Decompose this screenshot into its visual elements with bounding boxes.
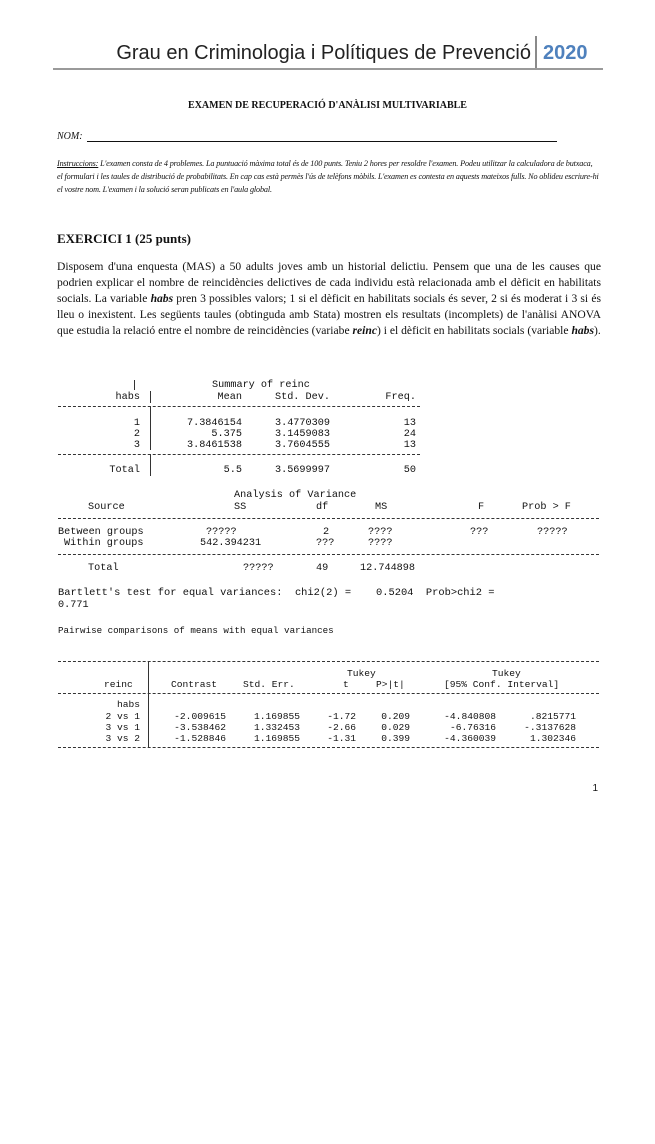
anova-between-p: ????? [537, 527, 568, 538]
anova-within-ms: ???? [368, 538, 393, 549]
summary-row-sd: 3.7604555 [274, 440, 330, 451]
pairwise-row-t: -1.31 [327, 733, 356, 744]
pairwise-row-t: -2.66 [327, 722, 356, 733]
anova-col-df: df [316, 502, 329, 513]
pairwise-title: Pairwise comparisons of means with equal variances [58, 625, 334, 636]
pairwise-col-ci: [95% Conf. Interval] [444, 679, 560, 690]
instructions-text: L'examen consta de 4 problemes. La puntuació màxima total és de 100 punts. Teniu 2 hores per resoldre l'examen. Podeu utilitzar la calculadora de butxaca, el formulari i les taules de distribució de probabilitats. En cap cas està permès l'ús de telèfons mòbils. L'examen es contesta en aquests mateixos fulls. No oblideu escriure-hi el vostre nom. L'examen i la solució seran publicats en l'aula global. [57, 159, 599, 194]
bartlett-line2: 0.771 [58, 600, 89, 611]
exercise-paragraph: Disposem d'una enquesta (MAS) a 50 adults joves amb un historial delictiu. Pensem que una de les causes que podrien explicar el nombre de reincidències delictives de cada individu està relacionada amb el dèficit en habilitats socials. La variable habs pren 3 possibles valors; 1 si el dèficit en habilitats socials és sever, 2 si és moderat i 3 si és lleu o inexistent. Les següents taules (obtinguda amb Stata) mostren els resultats (incomplets) de l'anàlisi ANOVA que estudia la relació entre el nombre de reincidències (variabe reinc) i el dèficit en habilitats socials (variable habs). [57, 260, 601, 337]
summary-total-freq: 50 [403, 465, 416, 476]
anova-col-f: F [478, 502, 485, 513]
anova-total-ms: 12.744898 [360, 563, 416, 574]
summary-title: Summary of reinc [212, 380, 310, 391]
anova-within-label: Within groups [64, 538, 144, 549]
pairwise-col-contrast: Contrast [171, 679, 218, 690]
pairwise-row-hi: .8215771 [529, 711, 576, 722]
bartlett-line1: Bartlett's test for equal variances: chi2(2) = 0.5204 Prob>chi2 = [58, 587, 495, 599]
pairwise-col-var: reinc [104, 679, 133, 690]
name-label: NOM: [57, 131, 83, 142]
pairwise-row-lo: -6.76316 [449, 722, 496, 733]
summary-row-group: 3 [133, 440, 140, 451]
pairwise-row-t: -1.72 [327, 711, 356, 722]
summary-row-mean: 7.3846154 [186, 418, 242, 429]
var-reinc: reinc [352, 324, 377, 337]
pairwise-row-label: 3 vs 2 [105, 733, 140, 744]
pairwise-row-label: 3 vs 1 [105, 722, 140, 733]
pairwise-row-se: 1.169855 [253, 733, 300, 744]
pairwise-row-lo: -4.360039 [444, 733, 496, 744]
pairwise-col-t: t [343, 679, 349, 690]
page-number: 1 [592, 783, 598, 794]
pairwise-row-p: 0.029 [381, 722, 410, 733]
instructions-label: Instruccions: [57, 159, 99, 168]
pairwise-row-lo: -4.840808 [444, 711, 496, 722]
pairwise-row-contrast: -1.528846 [174, 733, 226, 744]
summary-row-freq: 13 [403, 418, 416, 429]
var-habs-2: habs [571, 324, 594, 337]
summary-row-mean: 3.8461538 [186, 440, 242, 451]
anova-within-df: ??? [316, 538, 335, 549]
summary-row-sd: 3.1459083 [274, 429, 330, 440]
pairwise-tukey-ci: Tukey [492, 668, 521, 679]
pairwise-row-p: 0.399 [381, 733, 410, 744]
name-line [87, 141, 557, 142]
instructions [57, 158, 600, 196]
pairwise-row-se: 1.332453 [253, 722, 300, 733]
anova-between-df: 2 [323, 527, 330, 538]
summary-col-habs: habs [115, 392, 140, 403]
pairwise-tukey-t: Tukey [347, 668, 376, 679]
summary-row-freq: 13 [403, 440, 416, 451]
summary-total-mean: 5.5 [223, 465, 242, 476]
header-year: 2020 [543, 42, 588, 64]
exam-title: EXAMEN DE RECUPERACIÓ D'ANÀLISI MULTIVARIABLE [188, 100, 467, 111]
pairwise-row-p: 0.209 [381, 711, 410, 722]
exercise-title: EXERCICI 1 (25 punts) [57, 231, 191, 246]
anova-col-ss: SS [234, 502, 247, 513]
header-title: Grau en Criminologia i Polítiques de Prevenció [116, 42, 531, 64]
pairwise-col-p: P>|t| [376, 679, 405, 690]
summary-col-sd: Std. Dev. [274, 392, 330, 403]
header-rule [53, 68, 603, 70]
pairwise-row-contrast: -2.009615 [174, 711, 226, 722]
anova-col-ms: MS [375, 502, 388, 513]
anova-col-source: Source [88, 502, 125, 513]
anova-total-ss: ????? [243, 563, 274, 574]
pairwise-table [0, 668, 655, 1144]
var-habs: habs [150, 292, 174, 305]
anova-total-label: Total [88, 563, 119, 574]
summary-total-sd: 3.5699997 [274, 465, 330, 476]
pairwise-group-label: habs [116, 699, 140, 710]
summary-row-freq: 24 [403, 429, 416, 440]
summary-row-group: 2 [133, 429, 140, 440]
anova-total-df: 49 [316, 563, 329, 574]
pairwise-row-hi: -.3137628 [524, 722, 576, 733]
pairwise-row-contrast: -3.538462 [174, 722, 226, 733]
anova-between-label: Between groups [58, 527, 144, 538]
pairwise-row-label: 2 vs 1 [105, 711, 140, 722]
anova-title: Analysis of Variance [234, 490, 357, 501]
summary-col-mean: Mean [217, 392, 242, 403]
summary-row-group: 1 [133, 418, 140, 429]
anova-between-f: ??? [470, 527, 489, 538]
pairwise-row-hi: 1.302346 [529, 733, 576, 744]
header-divider [535, 36, 537, 70]
anova-col-prob: Prob > F [522, 502, 571, 513]
anova-between-ss: ????? [206, 527, 237, 538]
pairwise-col-se: Std. Err. [243, 679, 295, 690]
pairwise-row-se: 1.169855 [253, 711, 300, 722]
anova-between-ms: ???? [368, 527, 393, 538]
summary-total-label: Total [109, 465, 140, 476]
summary-row-sd: 3.4770309 [274, 418, 330, 429]
summary-row-mean: 5.375 [211, 429, 242, 440]
anova-within-ss: 542.394231 [200, 538, 262, 549]
summary-col-freq: Freq. [385, 392, 416, 403]
